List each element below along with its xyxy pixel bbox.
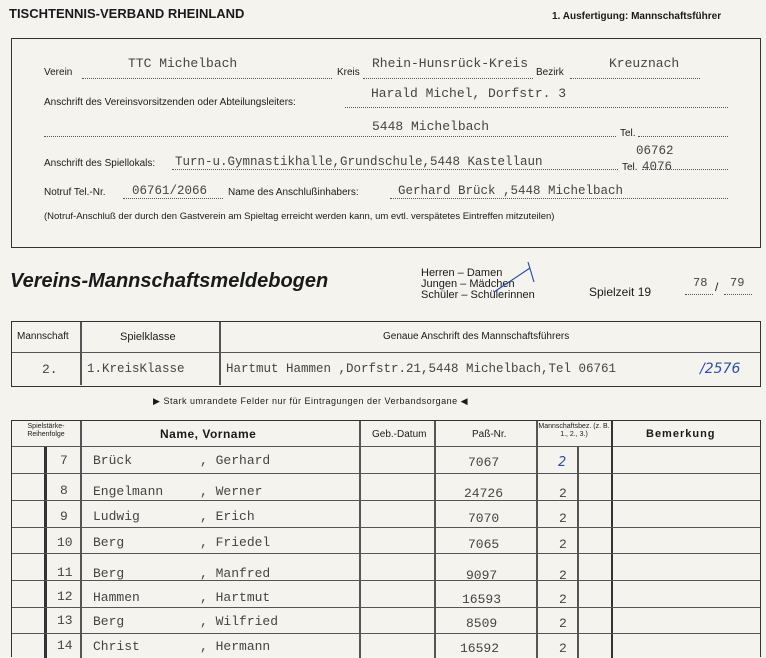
season-end: 79 <box>730 276 745 290</box>
row-pass-number: 7065 <box>468 537 500 552</box>
kreis-value: Rhein-Hunsrück-Kreis <box>372 56 529 71</box>
row-rank: 13 <box>57 613 73 628</box>
row-rank: 8 <box>60 483 68 498</box>
team-captain-phone-handwritten: /2576 <box>700 361 741 377</box>
notruf-note: (Notruf-Anschluß der durch den Gastverein am Spieltag erreicht werden kann, um evtl. verspätetes Eintreffen mitzuteilen) <box>44 211 555 222</box>
venue-tel-label: Tel. <box>622 162 638 173</box>
chair-label: Anschrift des Vereinsvorsitzenden oder Abteilungsleiters: <box>44 97 296 108</box>
col-teamdesig-header: Mannschaftsbez. (z. B. 1., 2., 3.) <box>538 423 610 438</box>
owner-value: Gerhard Brück ,5448 Michelbach <box>398 184 624 198</box>
row-team-designation: 2 <box>559 537 567 552</box>
row-firstname: , Hartmut <box>200 590 271 605</box>
row-team-designation: 2 <box>559 641 567 656</box>
row-team-designation: 2 <box>558 455 567 470</box>
venue-tel-area: 06762 <box>636 144 674 158</box>
notice-arrow-left-icon: ▶ <box>153 396 161 406</box>
row-rank: 10 <box>57 535 73 550</box>
row-lastname: Berg <box>93 566 125 581</box>
col-class-header: Spielklasse <box>120 331 176 343</box>
row-lastname: Christ <box>93 639 140 654</box>
venue-value: Turn-u.Gymnastikhalle,Grundschule,5448 Kastellaun <box>175 155 543 169</box>
row-team-designation: 2 <box>559 616 567 631</box>
row-firstname: , Hermann <box>200 639 271 654</box>
col-remark-header: Bemerkung <box>646 428 716 440</box>
verein-value: TTC Michelbach <box>128 56 238 71</box>
row-pass-number: 9097 <box>466 568 498 583</box>
category-strike-mark <box>490 260 540 302</box>
row-rank: 9 <box>60 509 68 524</box>
row-pass-number: 7070 <box>468 511 500 526</box>
verband-notice: ▶ Stark umrandete Felder nur für Eintragungen der Verbandsorgane ◀ <box>153 396 469 406</box>
row-firstname: , Friedel <box>200 535 271 550</box>
row-team-designation: 2 <box>559 511 567 526</box>
col-address-header: Genaue Anschrift des Mannschaftsführers <box>383 331 570 342</box>
team-captain-address: Hartmut Hammen ,Dorfstr.21,5448 Michelbach,Tel 06761 <box>226 362 617 376</box>
team-number: 2. <box>42 362 58 377</box>
col-pass-header: Paß-Nr. <box>472 429 507 440</box>
cat-maedchen: Mädchen <box>469 278 515 290</box>
row-rank: 11 <box>57 565 73 580</box>
row-lastname: Ludwig <box>93 509 140 524</box>
row-pass-number: 8509 <box>466 616 498 631</box>
row-pass-number: 16593 <box>462 592 502 607</box>
season-separator: / <box>715 280 719 294</box>
row-rank: 7 <box>60 453 68 468</box>
association-name: TISCHTENNIS-VERBAND RHEINLAND <box>9 6 245 21</box>
cat-schuelerinnen: Schülerinnen <box>470 289 535 301</box>
row-firstname: , Gerhard <box>200 453 271 468</box>
row-team-designation: 2 <box>559 486 567 501</box>
bezirk-label: Bezirk <box>536 67 564 78</box>
row-lastname: Hammen <box>93 590 140 605</box>
row-pass-number: 24726 <box>464 486 504 501</box>
cat-damen: Damen <box>466 267 503 279</box>
season-label: Spielzeit 19 <box>589 285 652 299</box>
notruf-value: 06761/2066 <box>132 184 208 198</box>
col-name-header: Name, Vorname <box>160 427 257 441</box>
season-start: 78 <box>693 276 708 290</box>
notruf-label: Notruf Tel.-Nr. <box>44 187 106 198</box>
row-lastname: Engelmann <box>93 484 164 499</box>
row-lastname: Berg <box>93 614 125 629</box>
bezirk-value: Kreuznach <box>609 56 680 71</box>
cat-schueler: Schüler <box>421 289 459 301</box>
team-class: 1.KreisKlasse <box>87 362 185 376</box>
copy-label: 1. Ausfertigung: Mannschaftsführer <box>552 11 722 22</box>
row-firstname: , Erich <box>200 509 255 524</box>
row-team-designation: 2 <box>559 568 567 583</box>
notice-arrow-right-icon: ◀ <box>460 396 469 406</box>
kreis-label: Kreis <box>337 67 360 78</box>
cat-jungen: Jungen <box>421 278 458 290</box>
row-pass-number: 7067 <box>468 455 500 470</box>
row-firstname: , Wilfried <box>200 614 279 629</box>
verein-label: Verein <box>44 67 73 78</box>
tel-label: Tel. <box>620 128 636 139</box>
chair-line1: Harald Michel, Dorfstr. 3 <box>371 86 567 101</box>
col-team-header: Mannschaft <box>17 331 69 342</box>
row-rank: 14 <box>57 638 73 653</box>
category-options: Herren – Damen Jungen – Mädchen Schüler – Schülerinnen <box>421 267 535 301</box>
col-rank-header: Spielstärke-Reihenfolge <box>27 423 65 438</box>
owner-label: Name des Anschlußinhabers: <box>228 187 359 198</box>
venue-tel-number: 4076 <box>642 160 673 174</box>
row-rank: 12 <box>57 589 73 604</box>
row-pass-number: 16592 <box>460 641 500 656</box>
row-lastname: Berg <box>93 535 125 550</box>
row-firstname: , Werner <box>200 484 263 499</box>
venue-label: Anschrift des Spiellokals: <box>44 158 156 169</box>
col-birth-header: Geb.-Datum <box>372 429 427 440</box>
row-firstname: , Manfred <box>200 566 271 581</box>
cat-herren: Herren <box>421 267 455 279</box>
row-team-designation: 2 <box>559 592 567 607</box>
row-lastname: Brück <box>93 453 133 468</box>
form-title: Vereins-Mannschaftsmeldebogen <box>10 270 329 292</box>
chair-line2: 5448 Michelbach <box>372 119 490 134</box>
